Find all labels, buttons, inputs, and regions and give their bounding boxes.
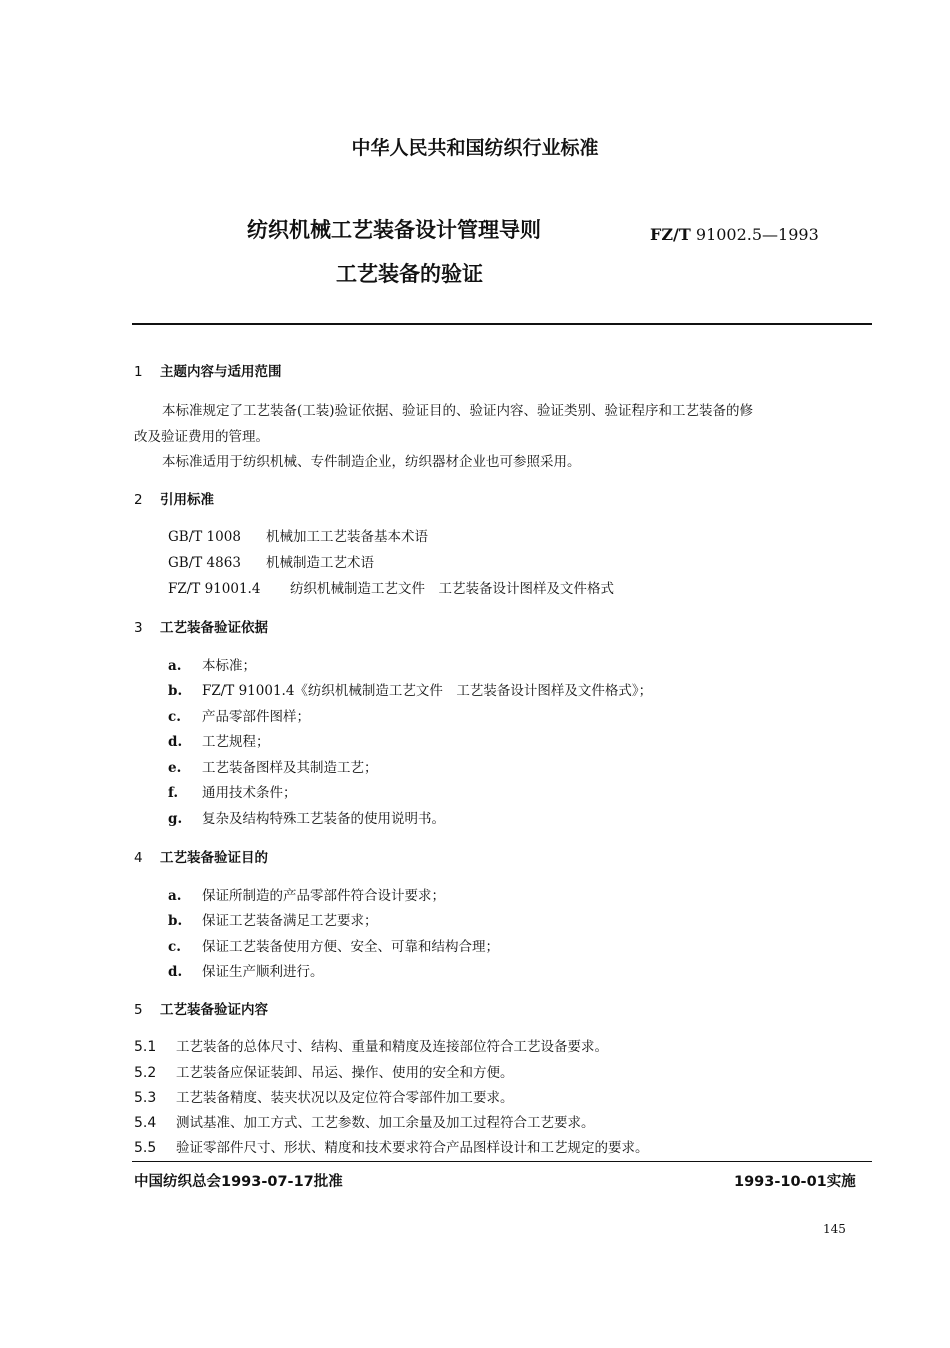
standard-number-prefix: FZ/T — [650, 225, 691, 244]
list-item — [168, 756, 378, 776]
clause-number: 5.3 — [134, 1090, 157, 1106]
list-text: 工艺装备图样及其制造工艺； — [202, 760, 378, 776]
clause-number: 5.4 — [134, 1115, 157, 1131]
section-2-heading — [134, 488, 214, 508]
clause — [134, 1035, 608, 1055]
footer-divider — [132, 1161, 872, 1162]
reference-code: GB/T 4863 — [168, 555, 241, 571]
list-item — [168, 781, 297, 801]
list-marker: c. — [168, 709, 181, 725]
clause — [134, 1061, 514, 1081]
list-item — [168, 654, 256, 674]
list-marker: c. — [168, 939, 181, 955]
reference-item — [168, 551, 374, 571]
list-marker: e. — [168, 760, 182, 776]
standard-number-rest: 91002.5—1993 — [690, 225, 819, 244]
list-item — [168, 909, 378, 929]
document-title-line1: 纺织机械工艺装备设计管理导则 — [247, 218, 541, 242]
clause-text: 工艺装备应保证装卸、吊运、操作、使用的安全和方便。 — [176, 1065, 514, 1081]
list-text: 复杂及结构特殊工艺装备的使用说明书。 — [202, 811, 445, 827]
document-title-line2: 工艺装备的验证 — [336, 262, 483, 286]
list-marker: d. — [168, 964, 183, 980]
list-text: 保证工艺装备满足工艺要求； — [202, 913, 378, 929]
list-marker: b. — [168, 683, 183, 699]
reference-code: FZ/T 91001.4 — [168, 581, 261, 597]
reference-item — [168, 577, 614, 597]
list-marker: a. — [168, 658, 182, 674]
clause-text: 工艺装备精度、装夹状况以及定位符合零部件加工要求。 — [176, 1090, 514, 1106]
standard-number — [650, 225, 819, 244]
list-item — [168, 705, 310, 725]
list-item — [168, 960, 324, 980]
clause-number: 5.5 — [134, 1140, 157, 1156]
list-text: 本标准； — [202, 658, 256, 674]
section-4-heading — [134, 846, 268, 866]
list-marker: b. — [168, 913, 183, 929]
section-number: 4 — [134, 850, 143, 866]
list-text: 产品零部件图样； — [202, 709, 310, 725]
standard-category-header: 中华人民共和国纺织行业标准 — [351, 137, 599, 159]
list-text: FZ/T 91001.4《纺织机械制造工艺文件 工艺装备设计图样及文件格式》； — [202, 683, 653, 699]
list-marker: a. — [168, 888, 182, 904]
section-title: 引用标准 — [160, 492, 214, 508]
list-item — [168, 730, 270, 750]
clause — [134, 1136, 649, 1156]
section-1-para-1-line-2: 改及验证费用的管理。 — [134, 429, 269, 445]
effective-date: 1993-10-01实施 — [734, 1174, 856, 1190]
reference-title: 机械加工工艺装备基本术语 — [266, 529, 428, 545]
reference-item — [168, 525, 428, 545]
list-item — [168, 935, 499, 955]
clause-text: 工艺装备的总体尺寸、结构、重量和精度及连接部位符合工艺设备要求。 — [176, 1039, 608, 1055]
section-3-heading — [134, 616, 268, 636]
list-text: 保证工艺装备使用方便、安全、可靠和结构合理； — [202, 939, 499, 955]
section-number: 2 — [134, 492, 143, 508]
clause-number: 5.2 — [134, 1065, 157, 1081]
section-5-heading — [134, 998, 268, 1018]
section-number: 5 — [134, 1002, 143, 1018]
page-number: 145 — [823, 1222, 846, 1236]
clause-number: 5.1 — [134, 1039, 157, 1055]
reference-title: 机械制造工艺术语 — [266, 555, 374, 571]
list-marker: d. — [168, 734, 183, 750]
list-text: 工艺规程； — [202, 734, 270, 750]
section-title: 工艺装备验证目的 — [160, 850, 268, 866]
section-1-para-2: 本标准适用于纺织机械、专件制造企业，纺织器材企业也可参照采用。 — [162, 454, 581, 470]
clause-text: 验证零部件尺寸、形状、精度和技术要求符合产品图样设计和工艺规定的要求。 — [176, 1140, 649, 1156]
clause-text: 测试基准、加工方式、工艺参数、加工余量及加工过程符合工艺要求。 — [176, 1115, 595, 1131]
list-text: 保证生产顺利进行。 — [202, 964, 324, 980]
reference-title: 纺织机械制造工艺文件 工艺装备设计图样及文件格式 — [290, 581, 614, 597]
list-item — [168, 679, 652, 699]
approval-date: 中国纺织总会1993-07-17批准 — [134, 1174, 343, 1190]
clause — [134, 1111, 595, 1131]
list-item — [168, 884, 445, 904]
list-text: 通用技术条件； — [202, 785, 297, 801]
section-title: 主题内容与适用范围 — [160, 364, 282, 380]
list-item — [168, 807, 445, 827]
header-divider — [132, 323, 872, 325]
list-text: 保证所制造的产品零部件符合设计要求； — [202, 888, 445, 904]
section-number: 3 — [134, 620, 143, 636]
list-marker: f. — [168, 785, 179, 801]
section-1-para-1-line-1: 本标准规定了工艺装备(工装)验证依据、验证目的、验证内容、验证类别、验证程序和工艺装备的修 — [162, 403, 754, 419]
clause — [134, 1086, 514, 1106]
section-number: 1 — [134, 364, 143, 380]
section-title: 工艺装备验证内容 — [160, 1002, 268, 1018]
section-title: 工艺装备验证依据 — [160, 620, 268, 636]
section-1-heading — [134, 360, 282, 380]
reference-code: GB/T 1008 — [168, 529, 241, 545]
list-marker: g. — [168, 811, 183, 827]
